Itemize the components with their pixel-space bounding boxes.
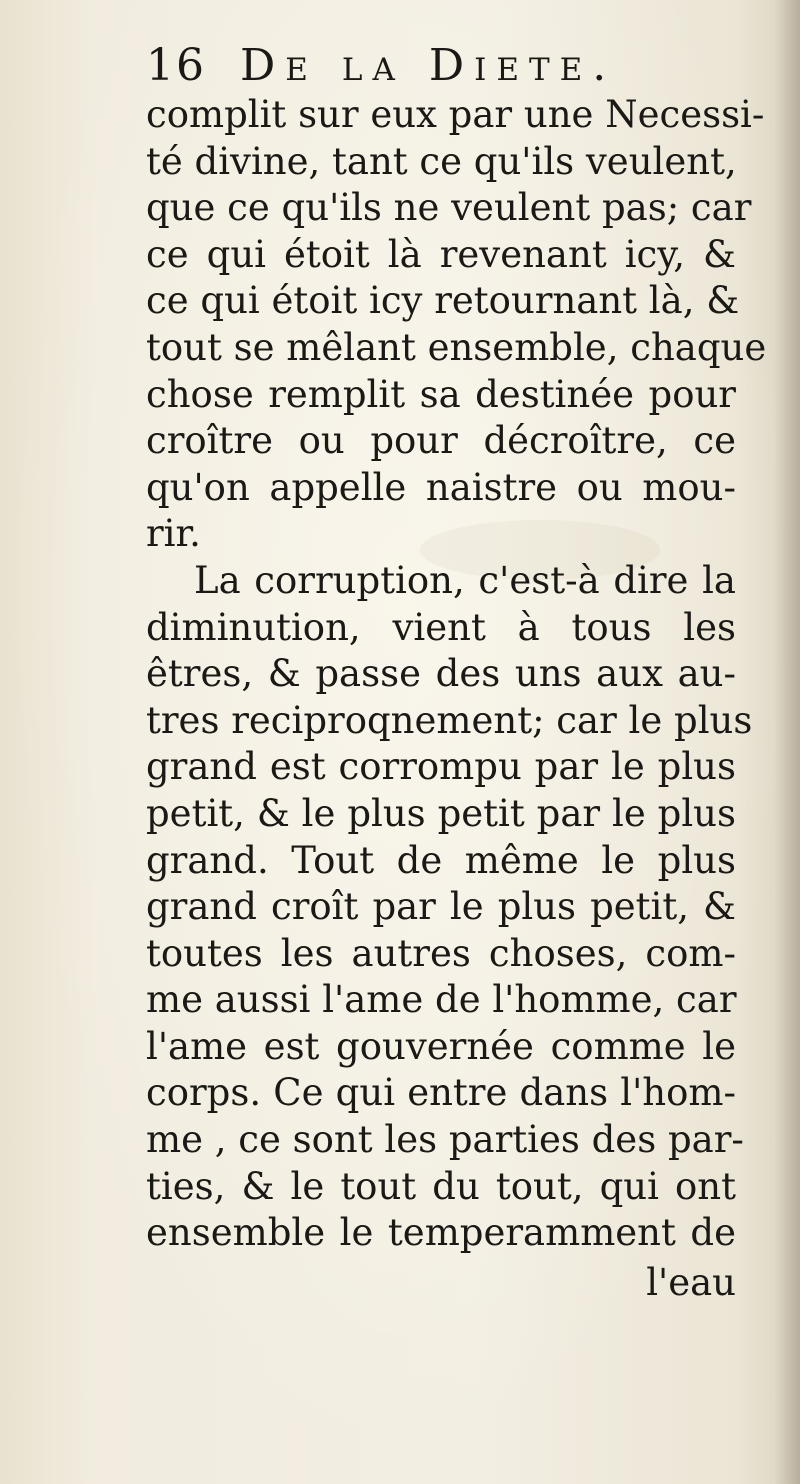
page-edge-shadow (774, 0, 800, 1484)
text-line: petit, & le plus petit par le plus (146, 791, 736, 835)
text-line: que ce qu'ils ne veulent pas; car (146, 186, 752, 230)
text-line: té divine, tant ce qu'ils veulent, (146, 139, 737, 183)
text-line: me , ce sont les parties des par- (146, 1118, 744, 1162)
text-line: ensemble le temperamment de (146, 1211, 736, 1255)
catchword: l'eau (646, 1261, 736, 1304)
text-line: grand. Tout de même le plus (146, 838, 736, 882)
text-line: croître ou pour décroître, ce (146, 419, 736, 463)
text-line: chose remplit sa destinée pour (146, 372, 736, 416)
text-line: ce qui étoit là revenant icy, & (146, 232, 736, 276)
text-line: êtres, & passe des uns aux au- (146, 652, 736, 696)
text-line: rir. (146, 512, 201, 556)
text-line: complit sur eux par une Necessi- (146, 93, 765, 136)
text-line: qu'on appelle naistre ou mou- (146, 465, 736, 509)
text-line: grand est corrompu par le plus (146, 745, 736, 789)
text-line: me aussi l'ame de l'homme, car (146, 978, 737, 1022)
page-header (146, 38, 746, 94)
page-number: 16 (146, 40, 206, 91)
running-title: De la Diete. (240, 40, 617, 91)
text-line: diminution, vient à tous les (146, 605, 736, 649)
text-line: tout se mêlant ensemble, chaque (146, 325, 767, 369)
text-line: l'ame est gouvernée comme le (146, 1024, 736, 1068)
text-line: ties, & le tout du tout, qui ont (146, 1164, 736, 1208)
text-line: tres reciproqnement; car le plus (146, 698, 753, 742)
paragraph-start-line: La corruption, c'est-à dire la (194, 558, 736, 602)
text-line: corps. Ce qui entre dans l'hom- (146, 1071, 736, 1115)
body-text (146, 92, 767, 1257)
text-line: toutes les autres choses, com- (146, 931, 736, 975)
text-line: grand croît par le plus petit, & (146, 885, 736, 929)
text-line: ce qui étoit icy retournant là, & (146, 279, 740, 323)
